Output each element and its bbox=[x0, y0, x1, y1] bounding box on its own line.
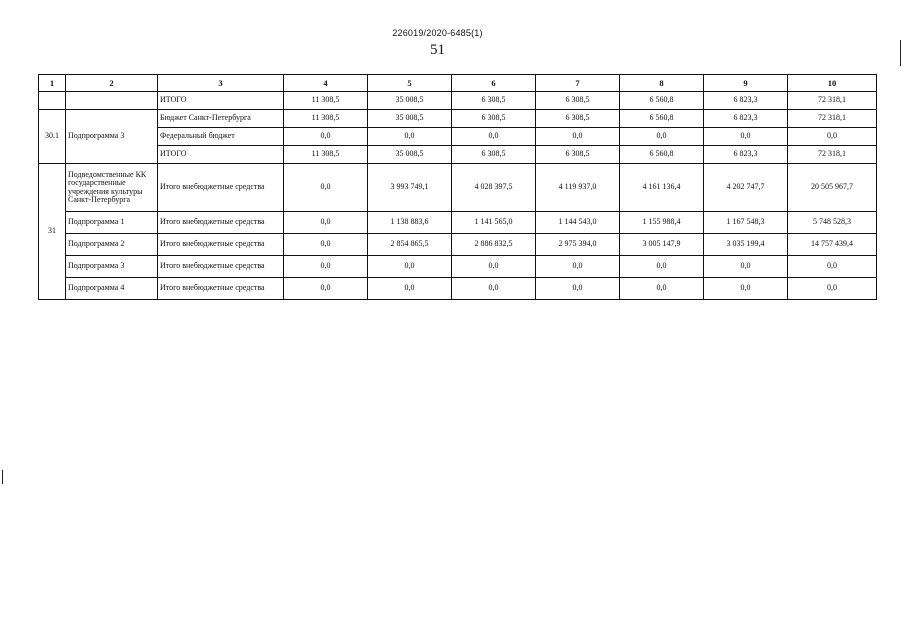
value-cell: 2 975 394,0 bbox=[536, 234, 620, 256]
funding-source-cell: ИТОГО bbox=[158, 92, 284, 110]
value-cell: 3 035 199,4 bbox=[704, 234, 788, 256]
value-cell: 1 155 988,4 bbox=[620, 212, 704, 234]
column-header: 5 bbox=[368, 75, 452, 92]
funding-source-cell: Федеральный бюджет bbox=[158, 128, 284, 146]
value-cell: 6 308,5 bbox=[452, 110, 536, 128]
value-cell: 4 161 136,4 bbox=[620, 164, 704, 212]
row-number-cell: 31 bbox=[39, 164, 66, 300]
value-cell: 1 167 548,3 bbox=[704, 212, 788, 234]
funding-source-cell: Итого внебюджетные средства bbox=[158, 164, 284, 212]
value-cell: 3 993 749,1 bbox=[368, 164, 452, 212]
column-header: 6 bbox=[452, 75, 536, 92]
column-header: 8 bbox=[620, 75, 704, 92]
value-cell: 0,0 bbox=[620, 256, 704, 278]
column-header: 1 bbox=[39, 75, 66, 92]
value-cell: 0,0 bbox=[536, 128, 620, 146]
value-cell: 0,0 bbox=[284, 234, 368, 256]
value-cell: 0,0 bbox=[704, 256, 788, 278]
value-cell: 1 138 883,6 bbox=[368, 212, 452, 234]
value-cell: 0,0 bbox=[368, 256, 452, 278]
funding-source-cell: ИТОГО bbox=[158, 146, 284, 164]
value-cell: 72 318,1 bbox=[788, 110, 877, 128]
value-cell: 0,0 bbox=[368, 128, 452, 146]
value-cell: 2 854 865,5 bbox=[368, 234, 452, 256]
program-name-cell: Подведомственные КК государственные учреждения культуры Санкт-Петербурга bbox=[66, 164, 158, 212]
value-cell: 6 823,3 bbox=[704, 92, 788, 110]
program-name-cell: Подпрограмма 4 bbox=[66, 278, 158, 300]
value-cell: 0,0 bbox=[284, 278, 368, 300]
column-header: 4 bbox=[284, 75, 368, 92]
value-cell: 6 823,3 bbox=[704, 110, 788, 128]
table-row bbox=[39, 92, 877, 110]
value-cell: 11 308,5 bbox=[284, 92, 368, 110]
value-cell: 6 823,3 bbox=[704, 146, 788, 164]
table-row bbox=[39, 146, 877, 164]
scan-edge-mark bbox=[900, 40, 901, 66]
program-name-cell: Подпрограмма 1 bbox=[66, 212, 158, 234]
value-cell: 6 560,8 bbox=[620, 146, 704, 164]
value-cell: 2 886 832,5 bbox=[452, 234, 536, 256]
row-number-cell: 30.1 bbox=[39, 110, 66, 164]
value-cell: 72 318,1 bbox=[788, 92, 877, 110]
table-row bbox=[39, 234, 877, 256]
value-cell: 20 505 967,7 bbox=[788, 164, 877, 212]
page-number: 51 bbox=[430, 42, 445, 58]
column-header: 3 bbox=[158, 75, 284, 92]
value-cell: 0,0 bbox=[704, 278, 788, 300]
table-row bbox=[39, 110, 877, 128]
value-cell: 72 318,1 bbox=[788, 146, 877, 164]
column-header: 7 bbox=[536, 75, 620, 92]
program-name-cell bbox=[66, 92, 158, 110]
value-cell: 35 008,5 bbox=[368, 146, 452, 164]
program-name-cell: Подпрограмма 3 bbox=[66, 256, 158, 278]
value-cell: 6 560,8 bbox=[620, 92, 704, 110]
value-cell: 35 008,5 bbox=[368, 92, 452, 110]
value-cell: 0,0 bbox=[452, 256, 536, 278]
table-row bbox=[39, 256, 877, 278]
table-header-row bbox=[39, 75, 877, 92]
funding-source-cell: Итого внебюджетные средства bbox=[158, 234, 284, 256]
column-header: 10 bbox=[788, 75, 877, 92]
funding-source-cell: Итого внебюджетные средства bbox=[158, 256, 284, 278]
funding-source-cell: Бюджет Санкт-Петербурга bbox=[158, 110, 284, 128]
value-cell: 6 308,5 bbox=[536, 146, 620, 164]
value-cell: 0,0 bbox=[284, 212, 368, 234]
column-header: 9 bbox=[704, 75, 788, 92]
value-cell: 1 144 543,0 bbox=[536, 212, 620, 234]
value-cell: 6 308,5 bbox=[452, 92, 536, 110]
program-name-cell: Подпрограмма 2 bbox=[66, 234, 158, 256]
value-cell: 0,0 bbox=[536, 278, 620, 300]
table-row bbox=[39, 164, 877, 212]
table-row bbox=[39, 278, 877, 300]
value-cell: 11 308,5 bbox=[284, 146, 368, 164]
scan-edge-mark bbox=[2, 470, 3, 484]
value-cell: 1 141 565,0 bbox=[452, 212, 536, 234]
value-cell: 0,0 bbox=[788, 128, 877, 146]
value-cell: 0,0 bbox=[536, 256, 620, 278]
value-cell: 4 028 397,5 bbox=[452, 164, 536, 212]
row-number-cell bbox=[39, 92, 66, 110]
value-cell: 0,0 bbox=[620, 128, 704, 146]
value-cell: 0,0 bbox=[788, 256, 877, 278]
value-cell: 0,0 bbox=[368, 278, 452, 300]
funding-source-cell: Итого внебюджетные средства bbox=[158, 212, 284, 234]
value-cell: 0,0 bbox=[704, 128, 788, 146]
table-row bbox=[39, 128, 877, 146]
document-registration-number: 226019/2020-6485(1) bbox=[392, 28, 483, 38]
value-cell: 6 308,5 bbox=[536, 110, 620, 128]
value-cell: 0,0 bbox=[788, 278, 877, 300]
value-cell: 4 119 937,0 bbox=[536, 164, 620, 212]
funding-source-cell: Итого внебюджетные средства bbox=[158, 278, 284, 300]
value-cell: 35 008,5 bbox=[368, 110, 452, 128]
value-cell: 6 308,5 bbox=[536, 92, 620, 110]
value-cell: 0,0 bbox=[284, 128, 368, 146]
budget-table bbox=[38, 74, 877, 300]
value-cell: 11 308,5 bbox=[284, 110, 368, 128]
value-cell: 0,0 bbox=[452, 278, 536, 300]
value-cell: 6 308,5 bbox=[452, 146, 536, 164]
value-cell: 3 005 147,9 bbox=[620, 234, 704, 256]
column-header: 2 bbox=[66, 75, 158, 92]
value-cell: 0,0 bbox=[620, 278, 704, 300]
value-cell: 4 202 747,7 bbox=[704, 164, 788, 212]
value-cell: 0,0 bbox=[284, 164, 368, 212]
value-cell: 5 748 528,3 bbox=[788, 212, 877, 234]
program-name-cell: Подпрограмма 3 bbox=[66, 110, 158, 164]
value-cell: 0,0 bbox=[284, 256, 368, 278]
value-cell: 14 757 439,4 bbox=[788, 234, 877, 256]
value-cell: 6 560,8 bbox=[620, 110, 704, 128]
value-cell: 0,0 bbox=[452, 128, 536, 146]
table-row bbox=[39, 212, 877, 234]
